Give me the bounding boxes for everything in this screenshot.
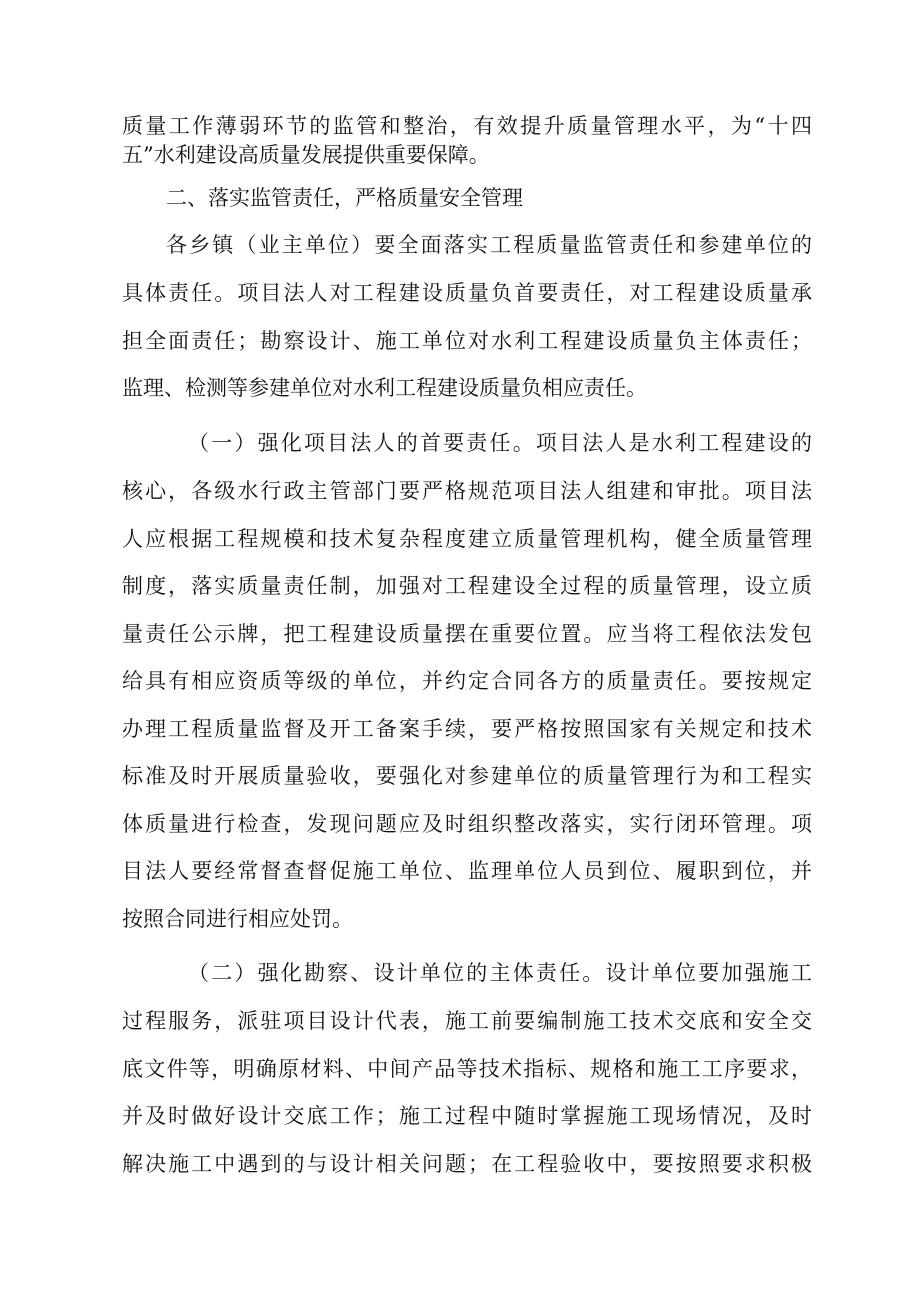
paragraph-line: （二）强化勘察、设计单位的主体责任。设计单位要加强施工 [188, 961, 812, 985]
paragraph-line: 具体责任。项目法人对工程建设质量负首要责任，对工程建设质量承 [122, 281, 812, 305]
paragraph-line: 量责任公示牌，把工程建设质量摆在重要位置。应当将工程依法发包 [122, 622, 812, 646]
paragraph-line: 给具有相应资质等级的单位，并约定合同各方的质量责任。要按规定 [122, 669, 812, 693]
paragraph-line: 制度，落实质量责任制，加强对工程建设全过程的质量管理，设立质 [122, 574, 812, 598]
paragraph-line: 标准及时开展质量验收，要强化对参建单位的质量管理行为和工程实 [122, 764, 812, 788]
paragraph-line: 各乡镇（业主单位）要全面落实工程质量监管责任和参建单位的 [166, 233, 812, 257]
paragraph-line: 目法人要经常督查督促施工单位、监理单位人员到位、履职到位，并 [122, 859, 812, 883]
paragraph-line: 过程服务，派驻项目设计代表，施工前要编制施工技术交底和安全交 [122, 1009, 812, 1033]
paragraph-line: 底文件等，明确原材料、中间产品等技术指标、规格和施工工序要求， [122, 1057, 812, 1081]
paragraph-line: （一）强化项目法人的首要责任。项目法人是水利工程建设的 [188, 431, 812, 455]
paragraph-line: 体质量进行检查，发现问题应及时组织整改落实，实行闭环管理。项 [122, 812, 812, 836]
paragraph-line: 按照合同进行相应处罚。 [122, 907, 353, 931]
paragraph-line: 担全面责任；勘察设计、施工单位对水利工程建设质量负主体责任； [122, 329, 812, 353]
paragraph-line: 质量工作薄弱环节的监管和整治，有效提升质量管理水平，为“十四 [122, 114, 812, 138]
paragraph-line: 监理、检测等参建单位对水利工程建设质量负相应责任。 [122, 376, 647, 400]
section-heading: 二、落实监管责任，严格质量安全管理 [166, 186, 523, 210]
paragraph-line: 人应根据工程规模和技术复杂程度建立质量管理机构，健全质量管理 [122, 527, 812, 551]
paragraph-line: 并及时做好设计交底工作；施工过程中随时掌握施工现场情况，及时 [122, 1104, 812, 1128]
paragraph-line: 核心，各级水行政主管部门要严格规范项目法人组建和审批。项目法 [122, 479, 812, 503]
paragraph-line: 办理工程质量监督及开工备案手续，要严格按照国家有关规定和技术 [122, 717, 812, 741]
paragraph-line: 五”水利建设高质量发展提供重要保障。 [122, 143, 490, 167]
paragraph-line: 解决施工中遇到的与设计相关问题；在工程验收中，要按照要求积极 [122, 1152, 812, 1176]
